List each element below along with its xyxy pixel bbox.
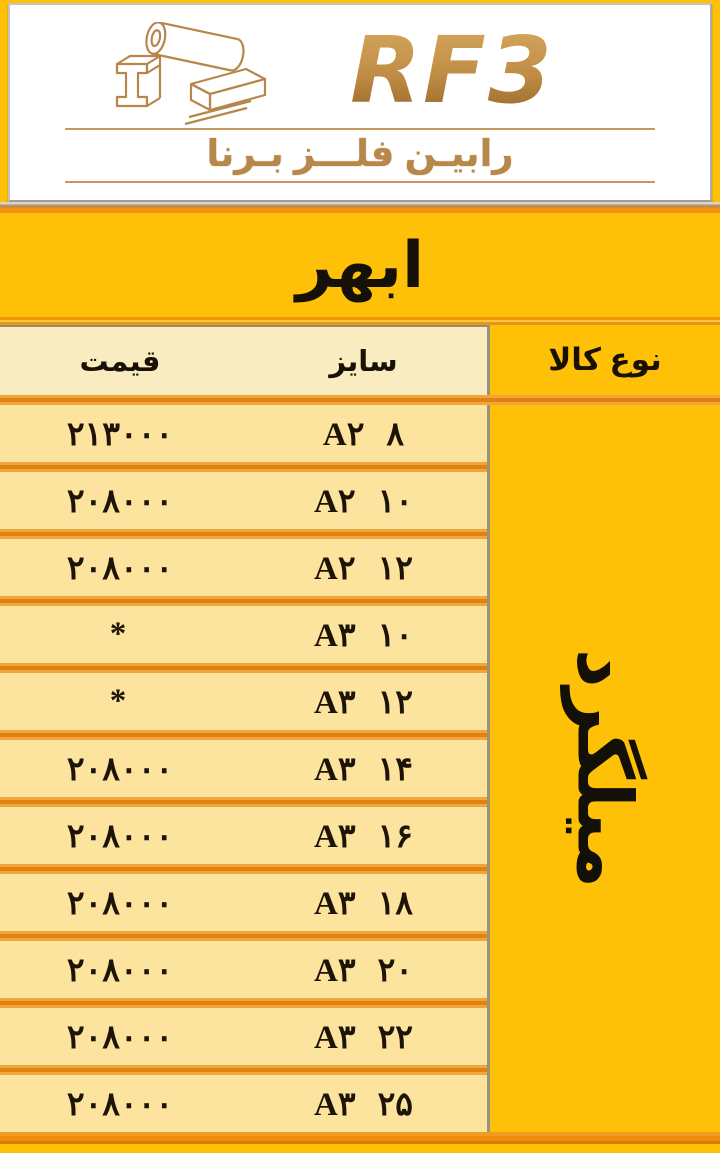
table-row (0, 740, 487, 797)
size-cell (240, 673, 487, 730)
page-title: ابهر (295, 229, 425, 301)
title-band (0, 214, 720, 317)
type-label-rotated: میلگرد (561, 648, 647, 889)
size-grade: A۲ (314, 483, 356, 520)
price-rows (0, 405, 487, 1132)
rf3-logotype (287, 20, 617, 129)
size-grade: A۳ (314, 684, 356, 721)
header-separator (0, 395, 720, 405)
size-grade: A۳ (314, 952, 356, 989)
size-text (314, 615, 413, 655)
size-value: ۲۲ (377, 1019, 414, 1056)
row-separator (0, 797, 487, 807)
bottom-orange-band (0, 1132, 720, 1144)
size-text (314, 950, 413, 990)
column-header-price: قیمت (0, 325, 240, 395)
size-cell (240, 539, 487, 596)
size-text (314, 749, 413, 789)
size-cell (240, 606, 487, 663)
size-cell (240, 807, 487, 864)
price-cell: ۲۱۳۰۰۰ (66, 416, 174, 453)
size-cell (240, 874, 487, 931)
top-separator (0, 317, 720, 325)
size-text (314, 816, 413, 856)
company-name: رابیـن فلـــز بـرنا (206, 133, 514, 174)
table-row (0, 807, 487, 864)
size-value: ۱۰ (377, 483, 414, 520)
size-grade: A۳ (314, 885, 356, 922)
size-value: ۲۵ (377, 1086, 414, 1123)
size-grade: A۳ (314, 751, 356, 788)
price-cell: ۲۰۸۰۰۰ (66, 885, 174, 922)
logo-bottom-strip (0, 202, 720, 214)
table-row (0, 472, 487, 529)
size-grade: A۳ (314, 1019, 356, 1056)
size-value: ۱۰ (377, 617, 414, 654)
table-row (0, 874, 487, 931)
row-separator (0, 730, 487, 740)
table-row (0, 606, 487, 663)
row-separator (0, 931, 487, 941)
price-cell: ۲۰۸۰۰۰ (66, 1086, 174, 1123)
table-row (0, 405, 487, 462)
size-text (314, 682, 413, 722)
table-row (0, 941, 487, 998)
row-separator (0, 998, 487, 1008)
row-separator (0, 864, 487, 874)
column-header-size: سایز (240, 325, 487, 395)
size-value: ۱۲ (377, 550, 414, 587)
size-grade: A۲ (322, 416, 365, 453)
size-value: ۱۴ (377, 751, 414, 788)
size-text (323, 414, 404, 454)
gold-divider-bottom (65, 181, 655, 183)
price-cell: * (109, 683, 131, 719)
table-row (0, 539, 487, 596)
size-grade: A۳ (314, 818, 356, 855)
size-grade: A۳ (314, 617, 356, 654)
size-grade: A۳ (314, 1086, 356, 1123)
table-body (0, 405, 720, 1132)
size-value: ۱۶ (377, 818, 414, 855)
size-grade: A۲ (314, 550, 356, 587)
logo-header-box (8, 3, 712, 202)
size-cell (240, 1008, 487, 1065)
size-cell (240, 1075, 487, 1132)
type-merged-cell (487, 405, 720, 1132)
rf3-logotype-text: RF3 (350, 19, 554, 124)
brand-name-block (65, 128, 655, 183)
column-header-type: نوع کالا (487, 325, 720, 395)
price-cell: ۲۰۸۰۰۰ (66, 483, 174, 520)
size-text (314, 1017, 413, 1057)
price-cell: ۲۰۸۰۰۰ (66, 952, 174, 989)
size-value: ۲۰ (377, 952, 414, 989)
table-row (0, 673, 487, 730)
logo-row (103, 20, 617, 128)
size-text (314, 883, 413, 923)
row-separator (0, 462, 487, 472)
size-cell (240, 941, 487, 998)
row-separator (0, 596, 487, 606)
table-row (0, 1008, 487, 1065)
price-cell: * (109, 616, 131, 652)
size-cell (240, 740, 487, 797)
size-value: ۸ (386, 416, 405, 453)
price-cell: ۲۰۸۰۰۰ (66, 818, 174, 855)
row-separator (0, 1065, 487, 1075)
price-cell: ۲۰۸۰۰۰ (66, 751, 174, 788)
size-value: ۱۸ (377, 885, 414, 922)
price-cell: ۲۰۸۰۰۰ (66, 550, 174, 587)
size-text (314, 548, 413, 588)
size-text (314, 481, 413, 521)
row-separator (0, 529, 487, 539)
size-value: ۱۲ (377, 684, 414, 721)
size-cell (240, 472, 487, 529)
table-row (0, 1075, 487, 1132)
steel-products-line-art-icon (103, 22, 273, 126)
size-cell (240, 405, 487, 462)
table-header-row (0, 325, 720, 395)
row-separator (0, 663, 487, 673)
size-text (314, 1084, 413, 1124)
price-cell: ۲۰۸۰۰۰ (66, 1019, 174, 1056)
